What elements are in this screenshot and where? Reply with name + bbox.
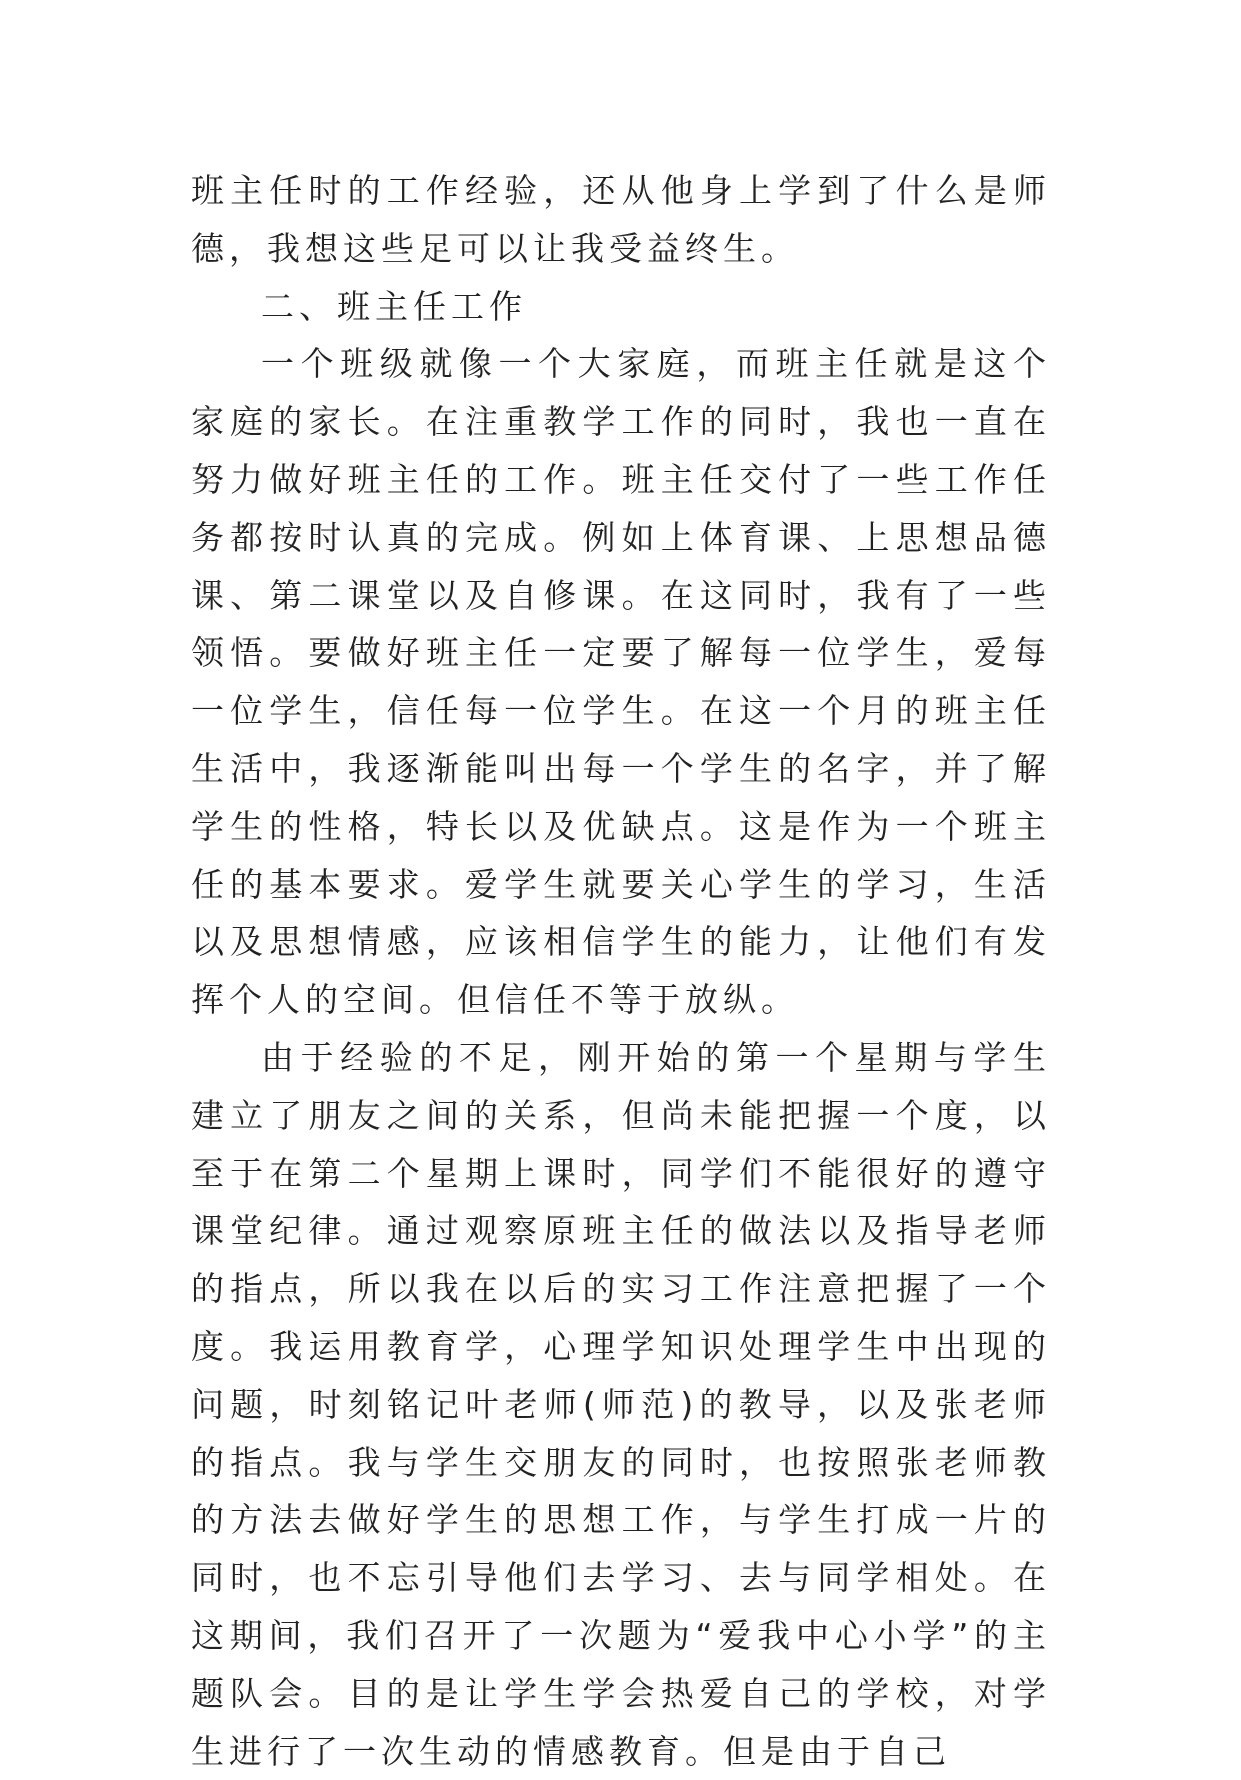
paragraph-continuation: 班主任时的工作经验，还从他身上学到了什么是师德，我想这些足可以让我受益终生。 [191,171,1051,268]
section-heading: 二、班主任工作 [261,286,527,326]
paragraph-experience: 由于经验的不足，刚开始的第一个星期与学生建立了朋友之间的关系，但尚未能把握一个度，以至于在第二个星期上课时，同学们不能很好的遵守课堂纪律。通过观察原班主任的做法以及指导老师的指点，所以我在以后的实习工作注意把握了一个度。我运用教育学，心理学知识处理学生中出现的问题，时刻铭记叶老师(师范)的教导，以及张老师的指点。我与学生交朋友的同时，也按照张老师教的方法去做好学生的思想工作，与学生打成一片的同时，也不忘引导他们去学习、去与同学相处。在这期间，我们召开了一次题为“爱我中心小学”的主题队会。目的是让学生学会热爱自己的学校，对学生进行了一次生动的情感教育。但是由于自己 [191,1037,1051,1771]
paragraph-class-family: 一个班级就像一个大家庭，而班主任就是这个家庭的家长。在注重教学工作的同时，我也一直在努力做好班主任的工作。班主任交付了一些工作任务都按时认真的完成。例如上体育课、上思想品德课、第二课堂以及自修课。在这同时，我有了一些领悟。要做好班主任一定要了解每一位学生，爱每一位学生，信任每一位学生。在这一个月的班主任生活中，我逐渐能叫出每一个学生的名字，并了解学生的性格，特长以及优缺点。这是作为一个班主任的基本要求。爱学生就要关心学生的学习，生活以及思想情感，应该相信学生的能力，让他们有发挥个人的空间。但信任不等于放纵。 [191,344,1051,1020]
document-body [191,162,1051,1780]
